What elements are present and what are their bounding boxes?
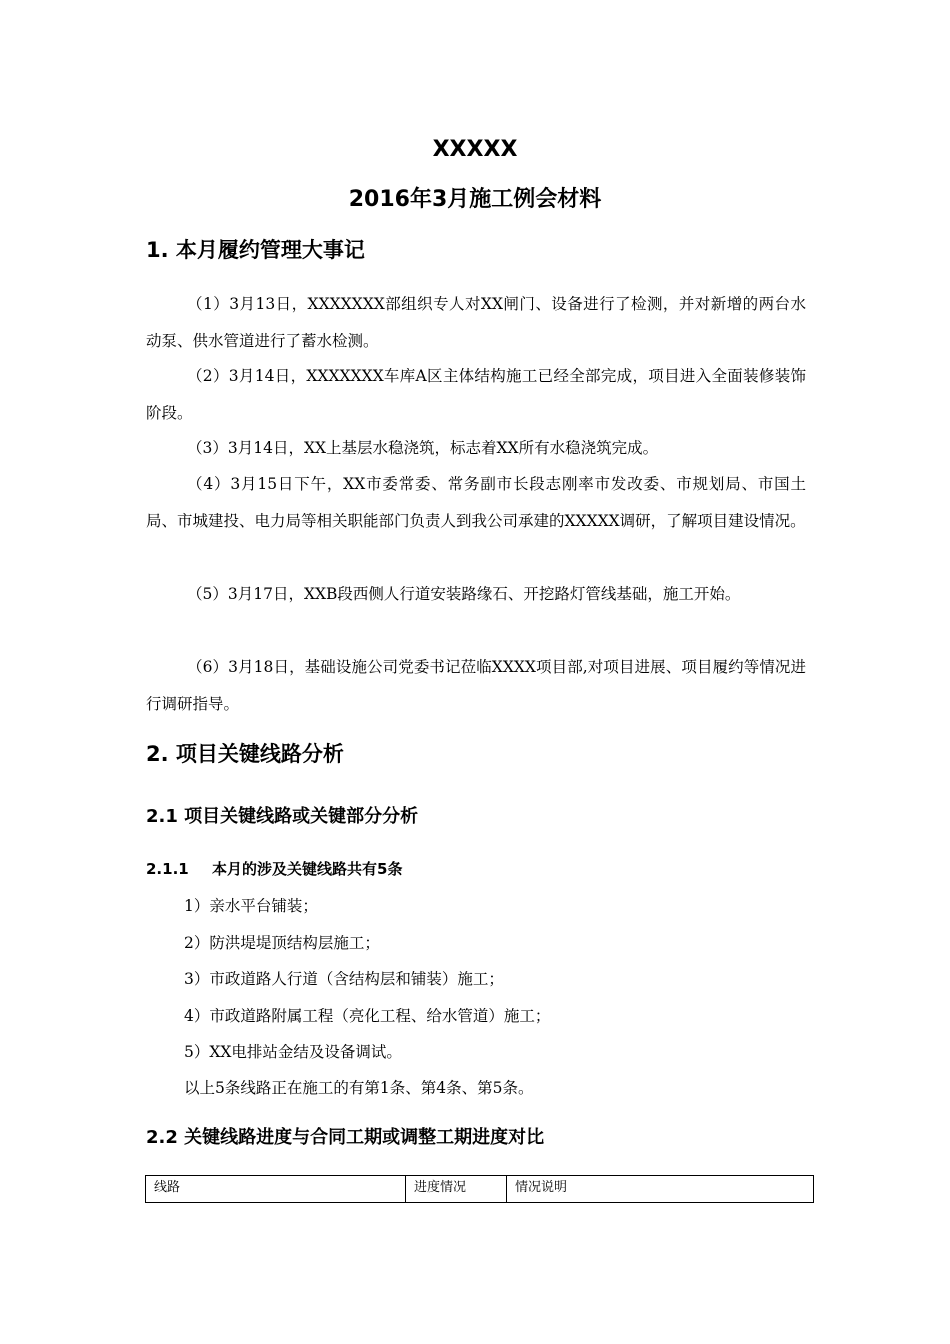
critical-path-summary: 以上5条线路正在施工的有第1条、第4条、第5条。 (184, 1079, 534, 1097)
event-paragraph-5: （5）3月17日，XXB段西侧人行道安装路缘石、开挖路灯管线基础，施工开始。 (187, 585, 741, 603)
critical-path-item-3: 3）市政道路人行道（含结构层和铺装）施工； (184, 970, 504, 988)
critical-path-item-2: 2）防洪堤堤顶结构层施工； (184, 934, 380, 952)
event-paragraph-1: （1）3月13日，XXXXXXX部组织专人对XX闸门、设备进行了检测，并对新增的两台水动泵、供水管道进行了蓄水检测。 (146, 295, 806, 350)
progress-comparison-table (145, 1175, 814, 1203)
event-paragraph-2: （2）3月14日，XXXXXXX车库A区主体结构施工已经全部完成，项目进入全面装修装饰阶段。 (146, 367, 806, 422)
section2-heading: 2. 项目关键线路分析 (146, 742, 344, 766)
document-title-line2: 2016年3月施工例会材料 (348, 187, 602, 212)
section2-1-1-title: 本月的涉及关键线路共有5条 (212, 860, 403, 878)
table-header-route: 线路 (146, 1176, 406, 1203)
table-header-description: 情况说明 (507, 1176, 814, 1203)
table-header-progress: 进度情况 (406, 1176, 507, 1203)
critical-path-item-5: 5）XX电排站金结及设备调试。 (184, 1043, 402, 1061)
section1-heading: 1. 本月履约管理大事记 (146, 238, 365, 262)
section2-1-heading: 2.1 项目关键线路或关键部分分析 (146, 806, 419, 827)
critical-path-item-4: 4）市政道路附属工程（亮化工程、给水管道）施工； (184, 1007, 551, 1025)
event-paragraph-6: （6）3月18日，基础设施公司党委书记莅临XXXX项目部,对项目进展、项目履约等情况进行调研指导。 (146, 658, 806, 713)
event-paragraph-4: （4）3月15日下午，XX市委常委、常务副市长段志刚率市发改委、市规划局、市国土局、市城建投、电力局等相关职能部门负责人到我公司承建的XXXXX调研，了解项目建设情况。 (146, 475, 806, 530)
document-title-line1: XXXXX (432, 137, 518, 162)
section2-2-heading: 2.2 关键线路进度与合同工期或调整工期进度对比 (146, 1127, 545, 1148)
section2-1-1-number: 2.1.1 (146, 860, 189, 878)
critical-path-item-1: 1）亲水平台铺装； (184, 897, 318, 915)
event-paragraph-3: （3）3月14日，XX上基层水稳浇筑，标志着XX所有水稳浇筑完成。 (187, 439, 659, 457)
section2-1-1-heading (146, 858, 402, 880)
table-header-row (146, 1176, 814, 1203)
